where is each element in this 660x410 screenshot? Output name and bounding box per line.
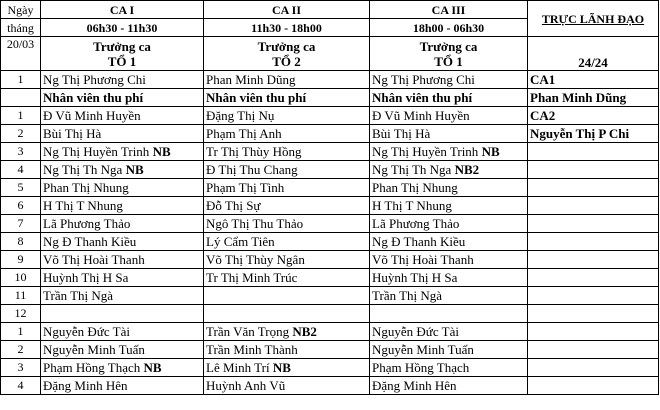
table-row: [1, 89, 659, 107]
shift-2-supervisor: [204, 37, 370, 71]
staff-name: Phạm Hồng Thạch: [372, 360, 470, 375]
leader-cell: Phan Minh Dũng: [528, 89, 659, 107]
table-row: [1, 377, 659, 395]
staff-name: Lý Cẩm Tiên: [206, 234, 275, 249]
shift-3-staff-cell: [370, 71, 528, 89]
row-number: 1: [1, 323, 41, 341]
header-row-1: [1, 1, 659, 19]
table-row: [1, 305, 659, 323]
shift-1-staff-cell: [41, 71, 204, 89]
row-number: 2: [1, 125, 41, 143]
leader-title: TRỰC LÃNH ĐẠO: [541, 11, 645, 26]
staff-name: Ng Thị Th Nga: [43, 162, 126, 177]
staff-name: Phan Thị Nhung: [43, 180, 129, 195]
leader-cell: [528, 359, 659, 377]
staff-name: Nguyễn Đức Tài: [43, 324, 130, 339]
row-number: 12: [1, 305, 41, 323]
staff-name: Ng Thị Huyền Trinh: [43, 144, 153, 159]
staff-name: Nguyễn Minh Tuấn: [372, 342, 474, 357]
shift-3-staff-cell: [370, 89, 528, 107]
team-label: TỔ 2: [272, 53, 301, 69]
staff-tag: NB: [272, 360, 291, 375]
shift-1-staff-cell: [41, 125, 204, 143]
shift-3-time: 18h00 - 06h30: [370, 19, 528, 37]
staff-tag: NB: [125, 162, 144, 177]
shift-1-staff-cell: [41, 287, 204, 305]
shift-2-staff-cell: [204, 197, 370, 215]
table-row: [1, 179, 659, 197]
shift-1-staff-cell: [41, 377, 204, 395]
shift-2-staff-cell: [204, 161, 370, 179]
shift-2-staff-cell: [204, 89, 370, 107]
row-number: 10: [1, 269, 41, 287]
supervisor-label: Trưởng ca: [419, 38, 478, 54]
shift-3-staff-cell: [370, 179, 528, 197]
supervisor-row: [1, 37, 659, 71]
leader-cell: [528, 179, 659, 197]
staff-tag: NB2: [292, 324, 317, 339]
table-row: [1, 197, 659, 215]
leader-cell: Nguyễn Thị P Chi: [528, 125, 659, 143]
staff-name: Đặng Minh Hên: [43, 378, 128, 393]
shift-1-staff-cell: [41, 341, 204, 359]
staff-name: Trần Văn Trọng: [206, 324, 293, 339]
staff-name: H Thị T Nhung: [43, 198, 123, 213]
staff-name: Trần Thị Ngà: [372, 288, 443, 303]
staff-name: Bùi Thị Hà: [372, 126, 431, 141]
staff-name: Huỳnh Anh Vũ: [206, 378, 286, 393]
shift-1-time: 06h30 - 11h30: [41, 19, 204, 37]
shift-2-staff-cell: [204, 179, 370, 197]
shift-2-staff-cell: [204, 377, 370, 395]
staff-tag: NB: [143, 360, 162, 375]
table-row: [1, 269, 659, 287]
supervisor-label: Trưởng ca: [93, 38, 151, 54]
schedule-date: 20/03: [1, 37, 41, 71]
staff-name: Ng Thị Th Nga: [372, 162, 455, 177]
staff-name: Ng Thị Huyền Trinh: [372, 144, 482, 159]
shift-1-staff-cell: [41, 161, 204, 179]
shift-2-staff-cell: [204, 287, 370, 305]
leader-cell: CA2: [528, 107, 659, 125]
leader-cell: [528, 323, 659, 341]
staff-name: Đặng Thị Nụ: [206, 108, 275, 123]
row-number: 3: [1, 359, 41, 377]
staff-tag: NB: [152, 144, 171, 159]
staff-name: Bùi Thị Hà: [43, 126, 102, 141]
shift-3-supervisor: [370, 37, 528, 71]
shift-1-staff-cell: [41, 359, 204, 377]
staff-name: Ng Thị Phương Chi: [372, 72, 475, 87]
team-label: TỔ 1: [434, 53, 463, 69]
staff-name: Lê Minh Trí: [206, 360, 273, 375]
shift-3-staff-cell: [370, 107, 528, 125]
shift-2-staff-cell: [204, 359, 370, 377]
shift-3-name: CA III: [370, 1, 528, 19]
leader-cell: [528, 143, 659, 161]
row-number: 6: [1, 197, 41, 215]
shift-1-staff-cell: [41, 143, 204, 161]
shift-2-staff-cell: [204, 143, 370, 161]
leader-cell: CA1: [528, 71, 659, 89]
shift-2-name: CA II: [204, 1, 370, 19]
shift-3-staff-cell: [370, 251, 528, 269]
shift-3-staff-cell: [370, 233, 528, 251]
leader-cell: [528, 287, 659, 305]
staff-name: Nhân viên thu phí: [372, 90, 473, 105]
shift-3-staff-cell: [370, 323, 528, 341]
row-number: 4: [1, 161, 41, 179]
leader-cell: [528, 251, 659, 269]
row-number: 4: [1, 377, 41, 395]
shift-1-staff-cell: [41, 89, 204, 107]
staff-name: Huỳnh Thị H Sa: [43, 270, 129, 285]
table-row: [1, 359, 659, 377]
shift-2-staff-cell: [204, 269, 370, 287]
shift-2-staff-cell: [204, 215, 370, 233]
shift-1-supervisor: [41, 37, 204, 71]
leader-cell: [528, 269, 659, 287]
shift-2-staff-cell: [204, 71, 370, 89]
shift-3-staff-cell: [370, 143, 528, 161]
supervisor-label: Trưởng ca: [257, 38, 316, 54]
table-row: [1, 161, 659, 179]
shift-2-staff-cell: [204, 305, 370, 323]
staff-name: Đ Thị Thu Chang: [206, 162, 298, 177]
shift-1-staff-cell: [41, 269, 204, 287]
shift-2-staff-cell: [204, 233, 370, 251]
date-header-label-2: tháng: [1, 19, 41, 37]
staff-name: Võ Thị Thùy Ngân: [206, 252, 305, 267]
staff-name: Ng Thị Phương Chi: [43, 72, 146, 87]
table-row: [1, 323, 659, 341]
shift-1-staff-cell: [41, 233, 204, 251]
row-number: 9: [1, 251, 41, 269]
row-number: 11: [1, 287, 41, 305]
table-row: [1, 125, 659, 143]
shift-1-staff-cell: [41, 323, 204, 341]
staff-name: Ng Đ Thanh Kiều: [372, 234, 466, 249]
table-row: [1, 287, 659, 305]
shift-3-staff-cell: [370, 359, 528, 377]
staff-name: Nguyễn Minh Tuấn: [43, 342, 145, 357]
shift-3-staff-cell: [370, 161, 528, 179]
shift-3-staff-cell: [370, 125, 528, 143]
row-number: 3: [1, 143, 41, 161]
leader-cell: [528, 305, 659, 323]
leader-duty-hours: [528, 37, 659, 71]
staff-name: Võ Thị Hoài Thanh: [43, 252, 145, 267]
staff-name: Huỳnh Thị H Sa: [372, 270, 458, 285]
table-row: [1, 215, 659, 233]
shift-1-staff-cell: [41, 197, 204, 215]
leader-cell: [528, 197, 659, 215]
staff-name: Tr Thị Minh Trúc: [206, 270, 298, 285]
row-number: 1: [1, 71, 41, 89]
leader-cell: [528, 377, 659, 395]
shift-3-staff-cell: [370, 377, 528, 395]
staff-tag: NB: [481, 144, 500, 159]
schedule-body: [1, 1, 659, 395]
shift-2-staff-cell: [204, 107, 370, 125]
table-row: [1, 251, 659, 269]
staff-name: Phan Thị Nhung: [372, 180, 458, 195]
row-number: [1, 89, 41, 107]
staff-name: Đ Vũ Minh Huyền: [43, 108, 141, 123]
staff-name: Phạm Hồng Thạch: [43, 360, 144, 375]
shift-3-staff-cell: [370, 305, 528, 323]
leader-cell: [528, 215, 659, 233]
row-number: 5: [1, 179, 41, 197]
shift-1-staff-cell: [41, 179, 204, 197]
staff-tag: NB2: [454, 162, 480, 177]
leader-duty-value: 24/24: [578, 55, 608, 70]
shift-2-staff-cell: [204, 341, 370, 359]
shift-2-staff-cell: [204, 323, 370, 341]
shift-1-staff-cell: [41, 251, 204, 269]
staff-name: Trần Thị Ngà: [43, 288, 114, 303]
table-row: [1, 107, 659, 125]
shift-3-staff-cell: [370, 269, 528, 287]
date-header-label: Ngày: [1, 1, 41, 19]
staff-name: Phạm Thị Tình: [206, 180, 285, 195]
staff-name: Lã Phương Thảo: [43, 216, 131, 231]
shift-1-staff-cell: [41, 305, 204, 323]
table-row: [1, 341, 659, 359]
staff-name: Tr Thị Thùy Hồng: [206, 144, 302, 159]
table-row: [1, 143, 659, 161]
shift-1-staff-cell: [41, 215, 204, 233]
row-number: 1: [1, 107, 41, 125]
shift-2-staff-cell: [204, 125, 370, 143]
staff-name: Đỗ Thị Sự: [206, 198, 261, 213]
staff-name: Phạm Thị Anh: [206, 126, 282, 141]
shift-3-staff-cell: [370, 197, 528, 215]
shift-1-staff-cell: [41, 107, 204, 125]
shift-3-staff-cell: [370, 341, 528, 359]
staff-name: Võ Thị Hoài Thanh: [372, 252, 474, 267]
staff-name: Phan Minh Dũng: [206, 72, 296, 87]
staff-name: Đ Vũ Minh Huyền: [372, 108, 470, 123]
shift-3-staff-cell: [370, 215, 528, 233]
row-number: 2: [1, 341, 41, 359]
shift-3-staff-cell: [370, 287, 528, 305]
staff-name: H Thị T Nhung: [372, 198, 452, 213]
leader-header: [528, 1, 659, 37]
shift-2-time: 11h30 - 18h00: [204, 19, 370, 37]
staff-name: Nhân viên thu phí: [206, 90, 307, 105]
staff-name: Ng Đ Thanh Kiều: [43, 234, 137, 249]
table-row: [1, 71, 659, 89]
row-number: 7: [1, 215, 41, 233]
table-row: [1, 233, 659, 251]
staff-name: Trần Minh Thành: [206, 342, 298, 357]
leader-cell: [528, 233, 659, 251]
leader-cell: [528, 341, 659, 359]
staff-name: Đặng Minh Hên: [372, 378, 457, 393]
shift-2-staff-cell: [204, 251, 370, 269]
staff-name: Nguyễn Đức Tài: [372, 324, 459, 339]
staff-name: Lã Phương Thảo: [372, 216, 460, 231]
staff-name: Ngô Thị Thu Thảo: [206, 216, 304, 231]
row-number: 8: [1, 233, 41, 251]
leader-cell: [528, 161, 659, 179]
shift-1-name: CA I: [41, 1, 204, 19]
staff-name: Nhân viên thu phí: [43, 90, 144, 105]
team-label: TỔ 1: [107, 53, 137, 69]
